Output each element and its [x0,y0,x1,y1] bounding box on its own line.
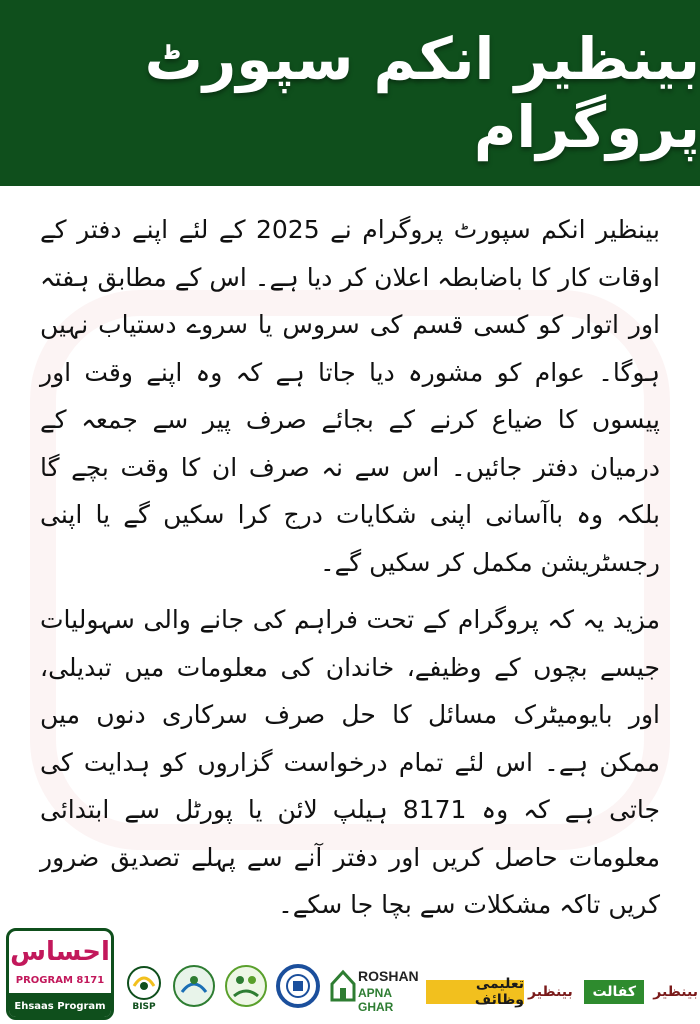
family-icon [224,964,268,1008]
footer-logo-strip [0,928,700,1024]
house-icon [330,968,356,1002]
government-seal [276,964,320,1012]
roshan-line-1: ROSHAN [358,968,419,984]
family-emblem [224,964,268,1012]
bisp-emblem-icon [122,964,166,1002]
ehsaas-urdu-text: احساس [10,937,110,967]
roshan-line-2: APNA GHAR [358,986,394,1014]
health-emblem [172,964,216,1012]
paragraph-1: بینظیر انکم سپورٹ پروگرام نے 2025 کے لئے اپنے دفتر کے اوقات کار کا باضابطہ اعلان کر دیا ہے۔ اس کے مطابق ہفتہ اور اتوار کو کسی قسم کی سروس یا سروے دستیاب نہیں ہوگا۔ عوام کو مشورہ دیا جاتا ہے کہ وہ اپنے وقت اور پیسوں کا ضیاع کرنے کے بجائے صرف پیر سے جمعہ کے درمیان دفتر جائیں۔ اس سے نہ صرف ان کا وقت بچے گا بلکہ وہ باآسانی اپنی شکایات درج کرا سکیں گے یا اپنی رجسٹریشن مکمل کر سکیں گے۔ [40,215,660,577]
bisp-logo [122,964,166,1012]
seal-icon [276,964,320,1008]
ehsaas-label: Ehsaas Program [9,993,111,1019]
benazir-text-right: بینظیر [653,984,698,1000]
roshan-apna-ghar-logo [330,966,422,1014]
ehsaas-program-number: PROGRAM 8171 [15,975,105,986]
kafalat-text: کفالت [584,980,644,1004]
people-heart-icon [172,964,216,1008]
benazir-text-left: بینظیر [528,984,573,1000]
header-banner [0,0,700,186]
talimi-wazaif-badge: تعلیمی وظائف [426,980,524,1004]
ehsaas-program-logo [6,928,114,1020]
bisp-label: BISP [132,1002,156,1012]
paragraph-2: مزید یہ کہ پروگرام کے تحت فراہم کی جانے والی سہولیات جیسے بچوں کے وظیفے، خاندان کی معلومات میں تبدیلی، اور بایومیٹرک مسائل کا حل صرف سرکاری دنوں میں ممکن ہے۔ اس لئے تمام درخواست گزاروں کو ہدایت کی جاتی ہے کہ وہ 8171 ہیلپ لائن یا پورٹل سے ابتدائی معلومات حاصل کریں اور دفتر آنے سے پہلے تصدیق ضرور کریں تاکہ مشکلات سے بچا جا سکے۔ [40,605,660,919]
page-title: بینظیر انکم سپورٹ پروگرام [144,25,700,161]
benazir-kafalat-badge [528,980,698,1004]
